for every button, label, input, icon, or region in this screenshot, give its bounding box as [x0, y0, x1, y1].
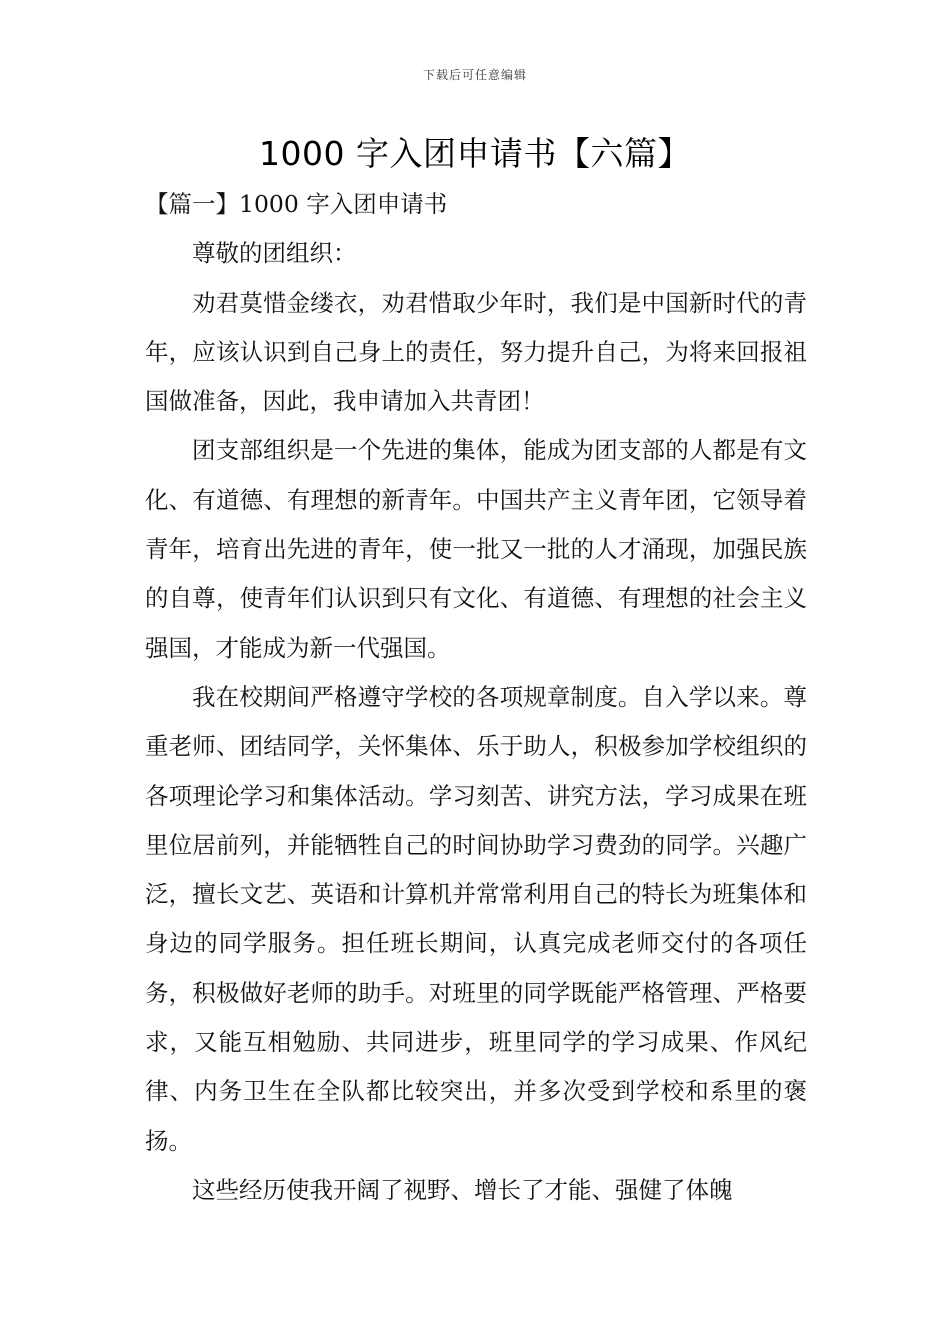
- header-note: 下载后可任意编辑: [422, 68, 527, 82]
- paragraph: 这些经历使我开阔了视野、增长了才能、强健了体魄: [192, 1175, 733, 1204]
- salutation: 尊敬的团组织：: [192, 239, 357, 268]
- document-body: [145, 180, 807, 1215]
- paragraph: 我在校期间严格遵守学校的各项规章制度。自入学以来。尊重老师、团结同学，关怀集体、乐于助人，积极参加学校组织的各项理论学习和集体活动。学习刻苦、讲究方法，学习成果在班里位居前列，并能牺牲自己的时间协助学习费劲的同学。兴趣广泛，擅长文艺、英语和计算机并常常利用自己的特长为班集体和身边的同学服务。担任班长期间，认真完成老师交付的各项任务，积极做好老师的助手。对班里的同学既能严格管理、严格要求，又能互相勉励、共同进步，班里同学的学习成果、作风纪律、内务卫生在全队都比较突出，并多次受到学校和系里的褒扬。: [145, 682, 807, 1155]
- document-title: 1000 字入团申请书【六篇】: [259, 134, 691, 173]
- paragraph: 劝君莫惜金缕衣，劝君惜取少年时，我们是中国新时代的青年，应该认识到自己身上的责任，努力提升自己，为将来回报祖国做准备，因此，我申请加入共青团！: [145, 288, 807, 416]
- section-heading: 【篇一】1000 字入团申请书: [145, 190, 448, 218]
- paragraph: 团支部组织是一个先进的集体，能成为团支部的人都是有文化、有道德、有理想的新青年。中国共产主义青年团，它领导着青年，培育出先进的青年，使一批又一批的人才涌现，加强民族的自尊，使青年们认识到只有文化、有道德、有理想的社会主义强国，才能成为新一代强国。: [145, 436, 807, 662]
